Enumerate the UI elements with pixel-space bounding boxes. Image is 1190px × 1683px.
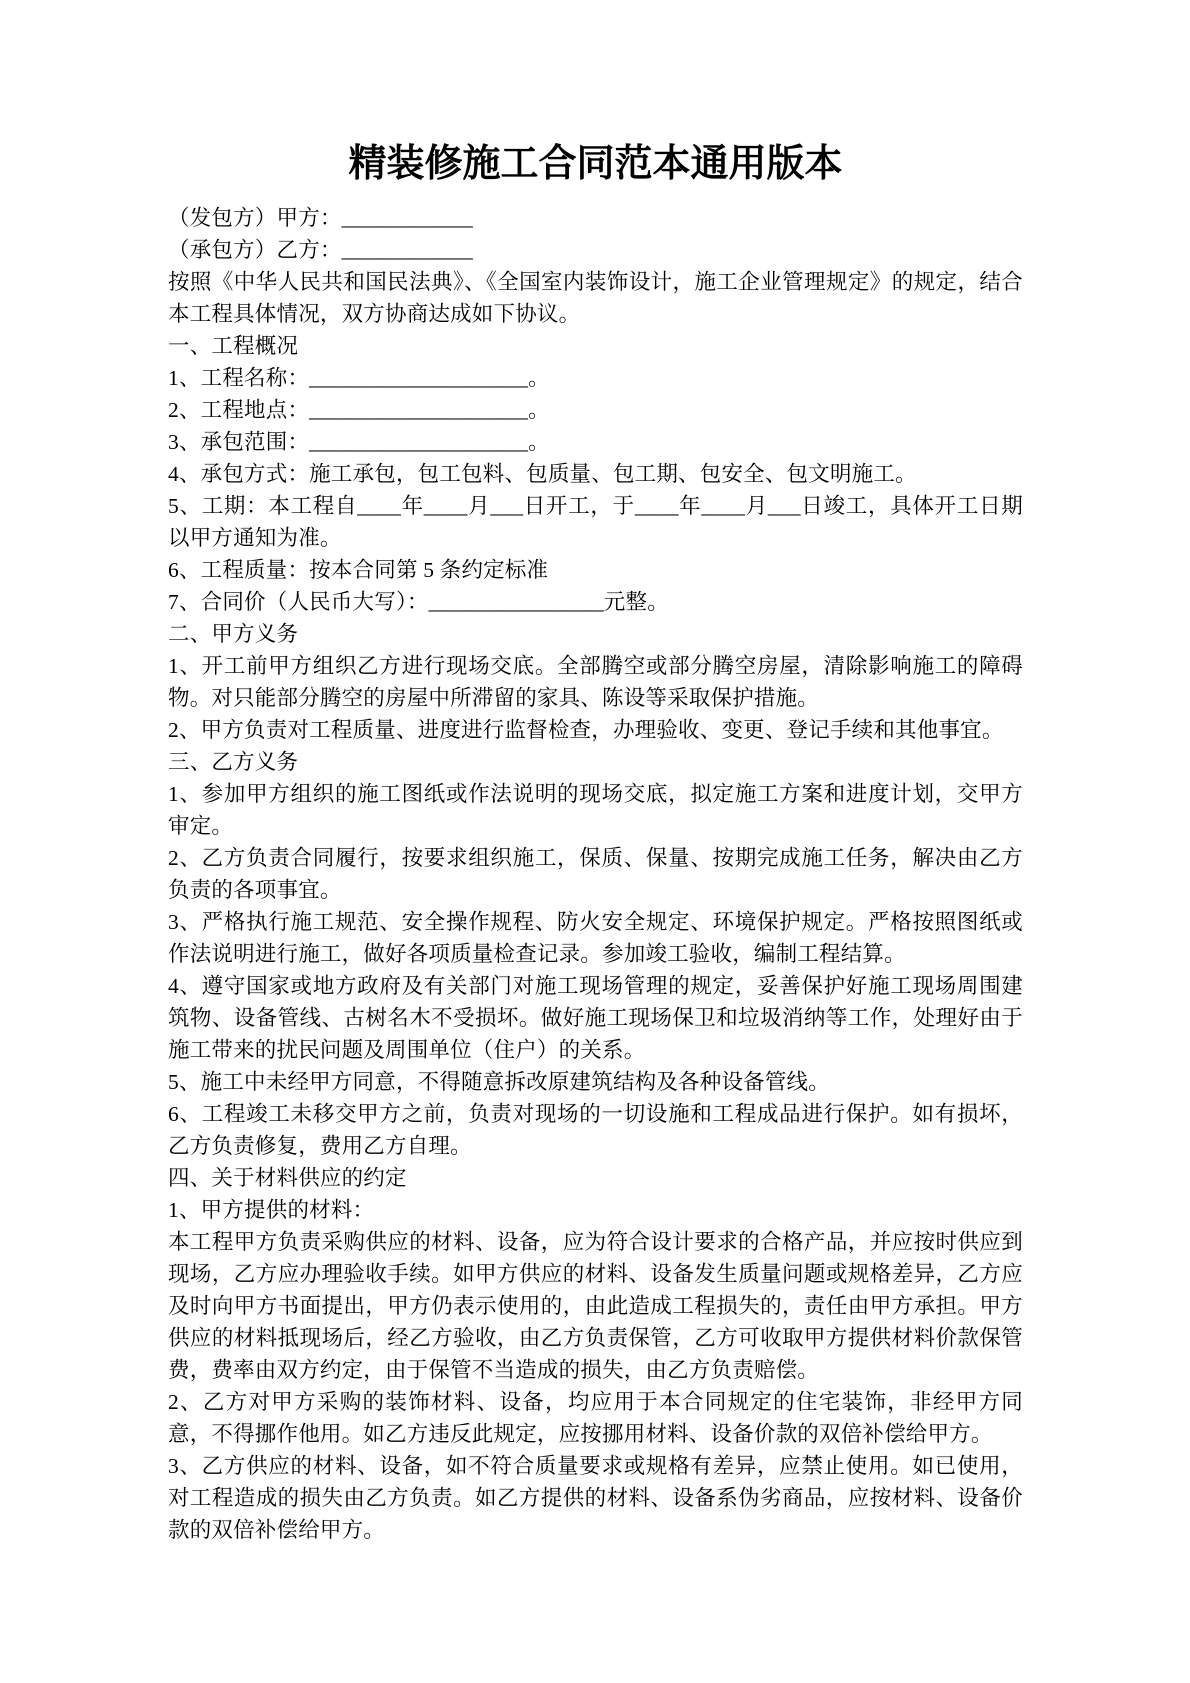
party-b-duty-6: 6、工程竣工未移交甲方之前，负责对现场的一切设施和工程成品进行保护。如有损坏，乙方负责修复，费用乙方自理。 — [168, 1102, 1023, 1158]
party-b-duty-3: 3、严格执行施工规范、安全操作规程、防火安全规定、环境保护规定。严格按照图纸或作法说明进行施工，做好各项质量检查记录。参加竣工验收，编制工程结算。 — [168, 910, 1023, 966]
contract-scope-line: 3、承包范围：____________________。 — [168, 430, 550, 454]
materials-clause-1-body: 本工程甲方负责采购供应的材料、设备，应为符合设计要求的合格产品，并应按时供应到现场，乙方应办理验收手续。如甲方供应的材料、设备发生质量问题或规格差异，乙方应及时向甲方书面提出，甲方仍表示使用的，由此造成工程损失的，责任由甲方承担。甲方供应的材料抵现场后，经乙方验收，由乙方负责保管，乙方可收取甲方提供材料价款保管费，费率由双方约定，由于保管不当造成的损失，由乙方负责赔偿。 — [168, 1230, 1023, 1382]
materials-clause-2: 2、乙方对甲方采购的装饰材料、设备，均应用于本合同规定的住宅装饰，非经甲方同意，不得挪作他用。如乙方违反此规定，应按挪用材料、设备价款的双倍补偿给甲方。 — [168, 1390, 1023, 1446]
construction-period-line: 5、工期：本工程自____年____月___日开工，于____年____月___日竣工，具体开工日期以甲方通知为准。 — [168, 494, 1023, 550]
preamble: 按照《中华人民共和国民法典》、《全国室内装饰设计，施工企业管理规定》的规定，结合本工程具体情况，双方协商达成如下协议。 — [168, 270, 1023, 326]
party-b-duty-4: 4、遵守国家或地方政府及有关部门对施工现场管理的规定，妥善保护好施工现场周围建筑物、设备管线、古树名木不受损坏。做好施工现场保卫和垃圾消纳等工作，处理好由于施工带来的扰民问题及周围单位（住户）的关系。 — [168, 974, 1023, 1062]
party-b-duty-5: 5、施工中未经甲方同意，不得随意拆改原建筑结构及各种设备管线。 — [168, 1070, 830, 1094]
section-1-heading: 一、工程概况 — [168, 334, 299, 358]
project-name-line: 1、工程名称：____________________。 — [168, 366, 550, 390]
document-body — [168, 202, 1023, 1546]
party-b-duty-2: 2、乙方负责合同履行，按要求组织施工，保质、保量、按期完成施工任务，解决由乙方负责的各项事宜。 — [168, 846, 1023, 902]
party-b-line: （承包方）乙方：____________ — [168, 238, 474, 262]
party-b-duty-1: 1、参加甲方组织的施工图纸或作法说明的现场交底，拟定施工方案和进度计划，交甲方审定。 — [168, 782, 1023, 838]
party-a-duty-2: 2、甲方负责对工程质量、进度进行监督检查，办理验收、变更、登记手续和其他事宜。 — [168, 718, 1004, 742]
materials-clause-1-heading: 1、甲方提供的材料： — [168, 1198, 375, 1222]
section-4-heading: 四、关于材料供应的约定 — [168, 1166, 407, 1190]
document-title: 精装修施工合同范本通用版本 — [348, 143, 843, 185]
contract-price-line: 7、合同价（人民币大写）：________________元整。 — [168, 590, 669, 614]
party-a-duty-1: 1、开工前甲方组织乙方进行现场交底。全部腾空或部分腾空房屋，清除影响施工的障碍物。对只能部分腾空的房屋中所滞留的家具、陈设等采取保护措施。 — [168, 654, 1023, 710]
section-2-heading: 二、甲方义务 — [168, 622, 299, 646]
materials-clause-3: 3、乙方供应的材料、设备，如不符合质量要求或规格有差异，应禁止使用。如已使用，对工程造成的损失由乙方负责。如乙方提供的材料、设备系伪劣商品，应按材料、设备价款的双倍补偿给甲方。 — [168, 1454, 1023, 1542]
project-quality-line: 6、工程质量：按本合同第 5 条约定标准 — [168, 558, 549, 582]
party-a-line: （发包方）甲方：____________ — [168, 206, 474, 230]
contract-method-line: 4、承包方式：施工承包，包工包料、包质量、包工期、包安全、包文明施工。 — [168, 462, 917, 486]
section-3-heading: 三、乙方义务 — [168, 750, 299, 774]
project-location-line: 2、工程地点：____________________。 — [168, 398, 550, 422]
